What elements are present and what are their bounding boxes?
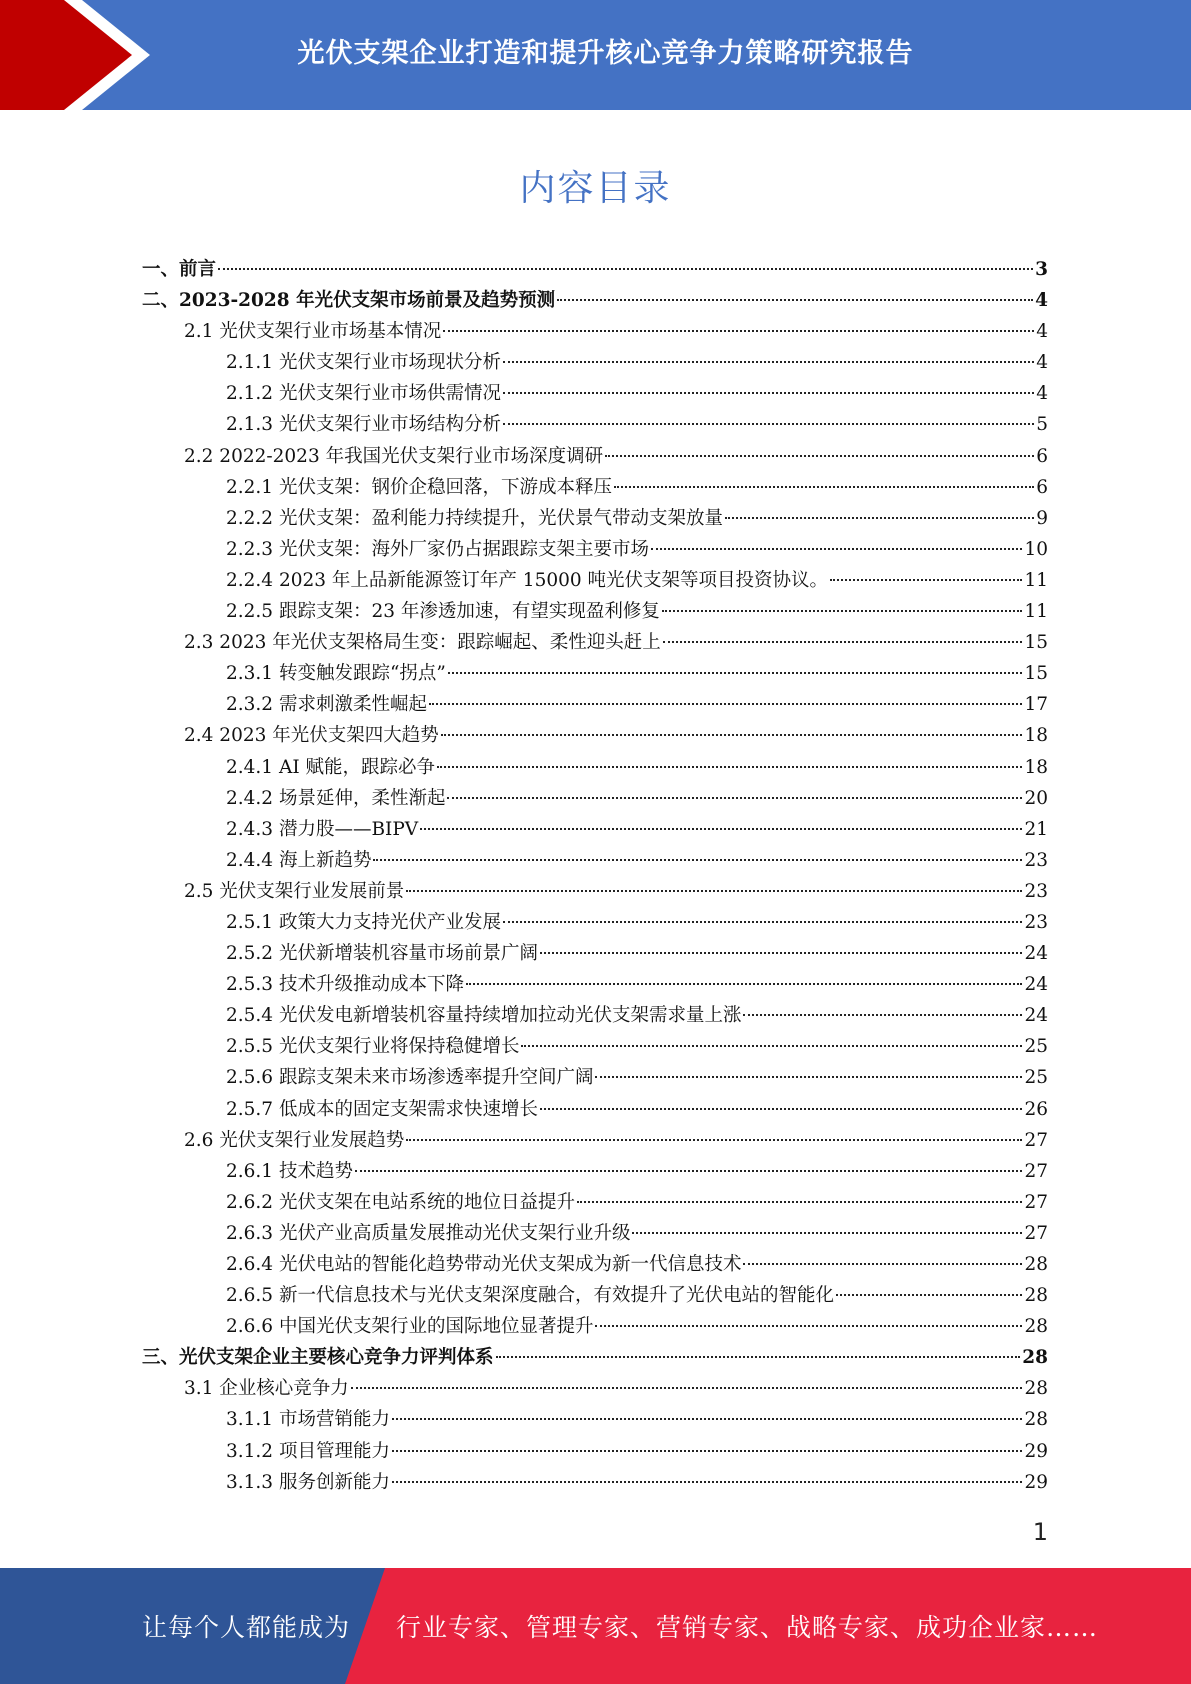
toc-entry[interactable] bbox=[142, 1342, 1048, 1373]
toc-entry[interactable] bbox=[142, 254, 1048, 285]
toc-entry-page: 17 bbox=[1024, 694, 1048, 716]
toc-entry[interactable] bbox=[142, 565, 1048, 596]
toc-entry-page: 28 bbox=[1024, 1409, 1048, 1431]
toc-entry-title: 2.5.1 政策大力支持光伏产业发展 bbox=[226, 911, 501, 933]
toc-entry-title: 3.1.3 服务创新能力 bbox=[226, 1471, 390, 1493]
toc-leader-dots bbox=[392, 1481, 1022, 1483]
toc-entry-title: 2.1.2 光伏支架行业市场供需情况 bbox=[226, 383, 501, 405]
toc-entry[interactable] bbox=[142, 1125, 1048, 1156]
toc-leader-dots bbox=[355, 1170, 1023, 1172]
toc-entry-title: 三、光伏支架企业主要核心竞争力评判体系 bbox=[142, 1347, 494, 1369]
toc-entry-title: 2.6 光伏支架行业发展趋势 bbox=[184, 1129, 405, 1151]
toc-entry[interactable] bbox=[142, 1404, 1048, 1435]
toc-leader-dots bbox=[725, 517, 1034, 519]
toc-entry[interactable] bbox=[142, 783, 1048, 814]
toc-leader-dots bbox=[503, 392, 1034, 394]
toc-entry-title: 2.5.6 跟踪支架未来市场渗透率提升空间广阔 bbox=[226, 1067, 594, 1089]
toc-entry-page: 28 bbox=[1024, 1285, 1048, 1307]
toc-entry-title: 2.2.2 光伏支架：盈利能力持续提升，光伏景气带动支架放量 bbox=[226, 507, 723, 529]
toc-leader-dots bbox=[595, 1325, 1022, 1327]
toc-entry-page: 23 bbox=[1024, 880, 1048, 902]
toc-entry-page: 4 bbox=[1036, 383, 1048, 405]
toc-leader-dots bbox=[605, 455, 1034, 457]
toc-entry-page: 4 bbox=[1036, 321, 1048, 343]
toc-entry-title: 2.5.4 光伏发电新增装机容量持续增加拉动光伏支架需求量上涨 bbox=[226, 1005, 742, 1027]
toc-entry[interactable] bbox=[142, 1187, 1048, 1218]
toc-entry-page: 18 bbox=[1024, 756, 1048, 778]
footer-slogan-right: 行业专家、管理专家、营销专家、战略专家、成功企业家…… bbox=[396, 1613, 1099, 1642]
toc-leader-dots bbox=[614, 486, 1034, 488]
toc-entry-title: 2.2 2022-2023 年我国光伏支架行业市场深度调研 bbox=[184, 445, 604, 467]
toc-entry-title: 2.5.3 技术升级推动成本下降 bbox=[226, 974, 464, 996]
toc-leader-dots bbox=[743, 1263, 1022, 1265]
toc-entry-page: 23 bbox=[1024, 849, 1048, 871]
toc-entry[interactable] bbox=[142, 720, 1048, 751]
toc-entry-title: 2.1.3 光伏支架行业市场结构分析 bbox=[226, 414, 501, 436]
toc-entry-title: 2.2.3 光伏支架：海外厂家仍占据跟踪支架主要市场 bbox=[226, 538, 649, 560]
toc-entry-page: 4 bbox=[1035, 290, 1048, 312]
page-number: 1 bbox=[1032, 1518, 1048, 1546]
toc-leader-dots bbox=[540, 1108, 1022, 1110]
toc-entry-page: 24 bbox=[1024, 943, 1048, 965]
toc-leader-dots bbox=[836, 1294, 1022, 1296]
footer-slogan-left: 让每个人都能成为 bbox=[142, 1613, 351, 1642]
toc-entry[interactable] bbox=[142, 938, 1048, 969]
table-of-contents bbox=[142, 254, 1048, 1498]
toc-entry-title: 2.1.1 光伏支架行业市场现状分析 bbox=[226, 352, 501, 374]
toc-entry-title: 2.4.2 场景延伸，柔性渐起 bbox=[226, 787, 446, 809]
toc-leader-dots bbox=[503, 361, 1034, 363]
toc-leader-dots bbox=[420, 828, 1022, 830]
toc-leader-dots bbox=[557, 299, 1033, 301]
toc-entry-page: 28 bbox=[1024, 1254, 1048, 1275]
toc-leader-dots bbox=[830, 579, 1022, 581]
toc-entry-title: 2.5 光伏支架行业发展前景 bbox=[184, 880, 405, 902]
toc-leader-dots bbox=[406, 1139, 1022, 1141]
toc-leader-dots bbox=[448, 672, 1023, 674]
toc-entry[interactable] bbox=[142, 969, 1048, 1000]
toc-leader-dots bbox=[496, 1356, 1021, 1358]
toc-entry[interactable] bbox=[142, 378, 1048, 409]
toc-entry-page: 23 bbox=[1024, 911, 1048, 933]
toc-entry[interactable] bbox=[142, 472, 1048, 503]
toc-entry[interactable] bbox=[142, 316, 1048, 347]
toc-entry-title: 2.6.1 技术趋势 bbox=[226, 1160, 353, 1182]
toc-entry-page: 6 bbox=[1036, 445, 1048, 467]
toc-leader-dots bbox=[632, 1232, 1022, 1234]
toc-entry-page: 29 bbox=[1024, 1471, 1048, 1493]
toc-leader-dots bbox=[662, 610, 1023, 612]
toc-entry-page: 29 bbox=[1024, 1440, 1048, 1462]
toc-leader-dots bbox=[218, 268, 1033, 270]
toc-entry[interactable] bbox=[142, 1094, 1048, 1125]
toc-entry-page: 27 bbox=[1024, 1129, 1048, 1151]
toc-entry-page: 24 bbox=[1024, 974, 1048, 996]
toc-entry-page: 4 bbox=[1036, 352, 1048, 374]
toc-leader-dots bbox=[577, 1201, 1022, 1203]
toc-entry-title: 2.3.2 需求刺激柔性崛起 bbox=[226, 694, 427, 716]
toc-entry-page: 9 bbox=[1036, 507, 1048, 529]
toc-entry-title: 2.2.4 2023 年上品新能源签订年产 15000 吨光伏支架等项目投资协议。 bbox=[226, 569, 829, 591]
toc-entry[interactable] bbox=[142, 1062, 1048, 1093]
toc-entry-title: 2.6.5 新一代信息技术与光伏支架深度融合，有效提升了光伏电站的智能化 bbox=[226, 1285, 834, 1307]
toc-entry-title: 2.6.4 光伏电站的智能化趋势带动光伏支架成为新一代信息技术 bbox=[226, 1254, 742, 1275]
toc-entry-title: 2.1 光伏支架行业市场基本情况 bbox=[184, 321, 442, 343]
toc-entry[interactable] bbox=[142, 658, 1048, 689]
toc-leader-dots bbox=[663, 641, 1023, 643]
toc-entry-title: 3.1.1 市场营销能力 bbox=[226, 1409, 390, 1431]
toc-leader-dots bbox=[373, 859, 1022, 861]
toc-entry-page: 15 bbox=[1024, 663, 1048, 685]
toc-entry-page: 5 bbox=[1036, 414, 1048, 436]
toc-entry-title: 2.2.5 跟踪支架：23 年渗透加速，有望实现盈利修复 bbox=[226, 601, 660, 623]
toc-entry-page: 26 bbox=[1024, 1098, 1048, 1120]
toc-entry[interactable] bbox=[142, 876, 1048, 907]
toc-leader-dots bbox=[437, 766, 1022, 768]
toc-leader-dots bbox=[392, 1450, 1022, 1452]
toc-leader-dots bbox=[466, 983, 1022, 985]
toc-leader-dots bbox=[406, 890, 1022, 892]
toc-leader-dots bbox=[743, 1014, 1022, 1016]
toc-leader-dots bbox=[447, 797, 1022, 799]
toc-entry-title: 2.6.2 光伏支架在电站系统的地位日益提升 bbox=[226, 1191, 575, 1213]
toc-entry[interactable] bbox=[142, 1031, 1048, 1062]
toc-leader-dots bbox=[503, 423, 1034, 425]
toc-entry[interactable] bbox=[142, 1311, 1048, 1342]
toc-entry[interactable] bbox=[142, 1000, 1048, 1031]
toc-heading: 内容目录 bbox=[519, 168, 672, 209]
toc-entry-page: 21 bbox=[1024, 818, 1048, 840]
toc-entry-title: 一、前言 bbox=[142, 259, 217, 280]
toc-entry[interactable] bbox=[142, 1249, 1048, 1280]
toc-entry-page: 25 bbox=[1024, 1067, 1048, 1089]
toc-entry-title: 2.6.6 中国光伏支架行业的国际地位显著提升 bbox=[226, 1316, 594, 1338]
toc-leader-dots bbox=[521, 1045, 1022, 1047]
toc-entry[interactable] bbox=[142, 814, 1048, 845]
toc-entry[interactable] bbox=[142, 907, 1048, 938]
toc-entry-page: 20 bbox=[1024, 787, 1048, 809]
report-title: 光伏支架企业打造和提升核心竞争力策略研究报告 bbox=[297, 37, 914, 69]
toc-entry-page: 6 bbox=[1036, 476, 1048, 498]
toc-entry-title: 3.1 企业核心竞争力 bbox=[184, 1378, 349, 1400]
toc-entry-title: 2.4.4 海上新趋势 bbox=[226, 849, 372, 871]
toc-entry-page: 10 bbox=[1024, 538, 1048, 560]
toc-entry-title: 2.4 2023 年光伏支架四大趋势 bbox=[184, 725, 439, 747]
toc-entry-title: 2.5.5 光伏支架行业将保持稳健增长 bbox=[226, 1036, 520, 1058]
toc-entry[interactable] bbox=[142, 845, 1048, 876]
toc-entry[interactable] bbox=[142, 347, 1048, 378]
toc-entry-title: 2.3.1 转变触发跟踪“拐点” bbox=[226, 663, 446, 685]
toc-leader-dots bbox=[595, 1076, 1022, 1078]
toc-entry-title: 2.2.1 光伏支架：钢价企稳回落，下游成本释压 bbox=[226, 476, 612, 498]
toc-leader-dots bbox=[429, 703, 1022, 705]
toc-entry-page: 28 bbox=[1024, 1378, 1048, 1400]
toc-entry-page: 27 bbox=[1024, 1191, 1048, 1213]
toc-entry-page: 27 bbox=[1024, 1222, 1048, 1244]
toc-entry-title: 二、2023-2028 年光伏支架市场前景及趋势预测 bbox=[142, 290, 556, 312]
toc-entry[interactable] bbox=[142, 627, 1048, 658]
toc-entry[interactable] bbox=[142, 689, 1048, 720]
toc-entry-page: 24 bbox=[1024, 1005, 1048, 1027]
toc-entry[interactable] bbox=[142, 1156, 1048, 1187]
toc-entry-page: 28 bbox=[1024, 1316, 1048, 1338]
toc-entry-title: 2.5.7 低成本的固定支架需求快速增长 bbox=[226, 1098, 538, 1120]
toc-entry-title: 2.5.2 光伏新增装机容量市场前景广阔 bbox=[226, 943, 538, 965]
toc-entry[interactable] bbox=[142, 441, 1048, 472]
toc-leader-dots bbox=[443, 330, 1034, 332]
toc-entry[interactable] bbox=[142, 409, 1048, 440]
toc-entry[interactable] bbox=[142, 1467, 1048, 1498]
footer-banner bbox=[0, 1568, 1191, 1684]
toc-entry-page: 18 bbox=[1024, 725, 1048, 747]
toc-entry[interactable] bbox=[142, 596, 1048, 627]
toc-entry-page: 11 bbox=[1024, 569, 1048, 591]
toc-entry-title: 2.3 2023 年光伏支架格局生变：跟踪崛起、柔性迎头赶上 bbox=[184, 632, 661, 654]
toc-entry[interactable] bbox=[142, 1218, 1048, 1249]
toc-entry-page: 25 bbox=[1024, 1036, 1048, 1058]
toc-leader-dots bbox=[651, 548, 1022, 550]
toc-entry[interactable] bbox=[142, 285, 1048, 316]
toc-entry-page: 27 bbox=[1024, 1160, 1048, 1182]
toc-entry[interactable] bbox=[142, 1280, 1048, 1311]
toc-entry-title: 2.4.1 AI 赋能，跟踪必争 bbox=[226, 756, 436, 778]
toc-entry-title: 3.1.2 项目管理能力 bbox=[226, 1440, 390, 1462]
toc-leader-dots bbox=[392, 1418, 1022, 1420]
toc-entry-page: 28 bbox=[1022, 1347, 1048, 1369]
toc-entry[interactable] bbox=[142, 1373, 1048, 1404]
toc-entry-page: 15 bbox=[1024, 632, 1048, 654]
toc-entry[interactable] bbox=[142, 534, 1048, 565]
header-banner bbox=[0, 0, 1191, 110]
toc-leader-dots bbox=[503, 921, 1022, 923]
toc-leader-dots bbox=[351, 1387, 1023, 1389]
toc-entry[interactable] bbox=[142, 752, 1048, 783]
toc-entry-title: 2.6.3 光伏产业高质量发展推动光伏支架行业升级 bbox=[226, 1222, 631, 1244]
toc-leader-dots bbox=[441, 734, 1023, 736]
toc-entry[interactable] bbox=[142, 1436, 1048, 1467]
toc-entry-title: 2.4.3 潜力股——BIPV bbox=[226, 818, 419, 840]
toc-leader-dots bbox=[540, 952, 1022, 954]
toc-entry[interactable] bbox=[142, 503, 1048, 534]
toc-entry-page: 3 bbox=[1035, 259, 1048, 280]
toc-entry-page: 11 bbox=[1024, 601, 1048, 623]
